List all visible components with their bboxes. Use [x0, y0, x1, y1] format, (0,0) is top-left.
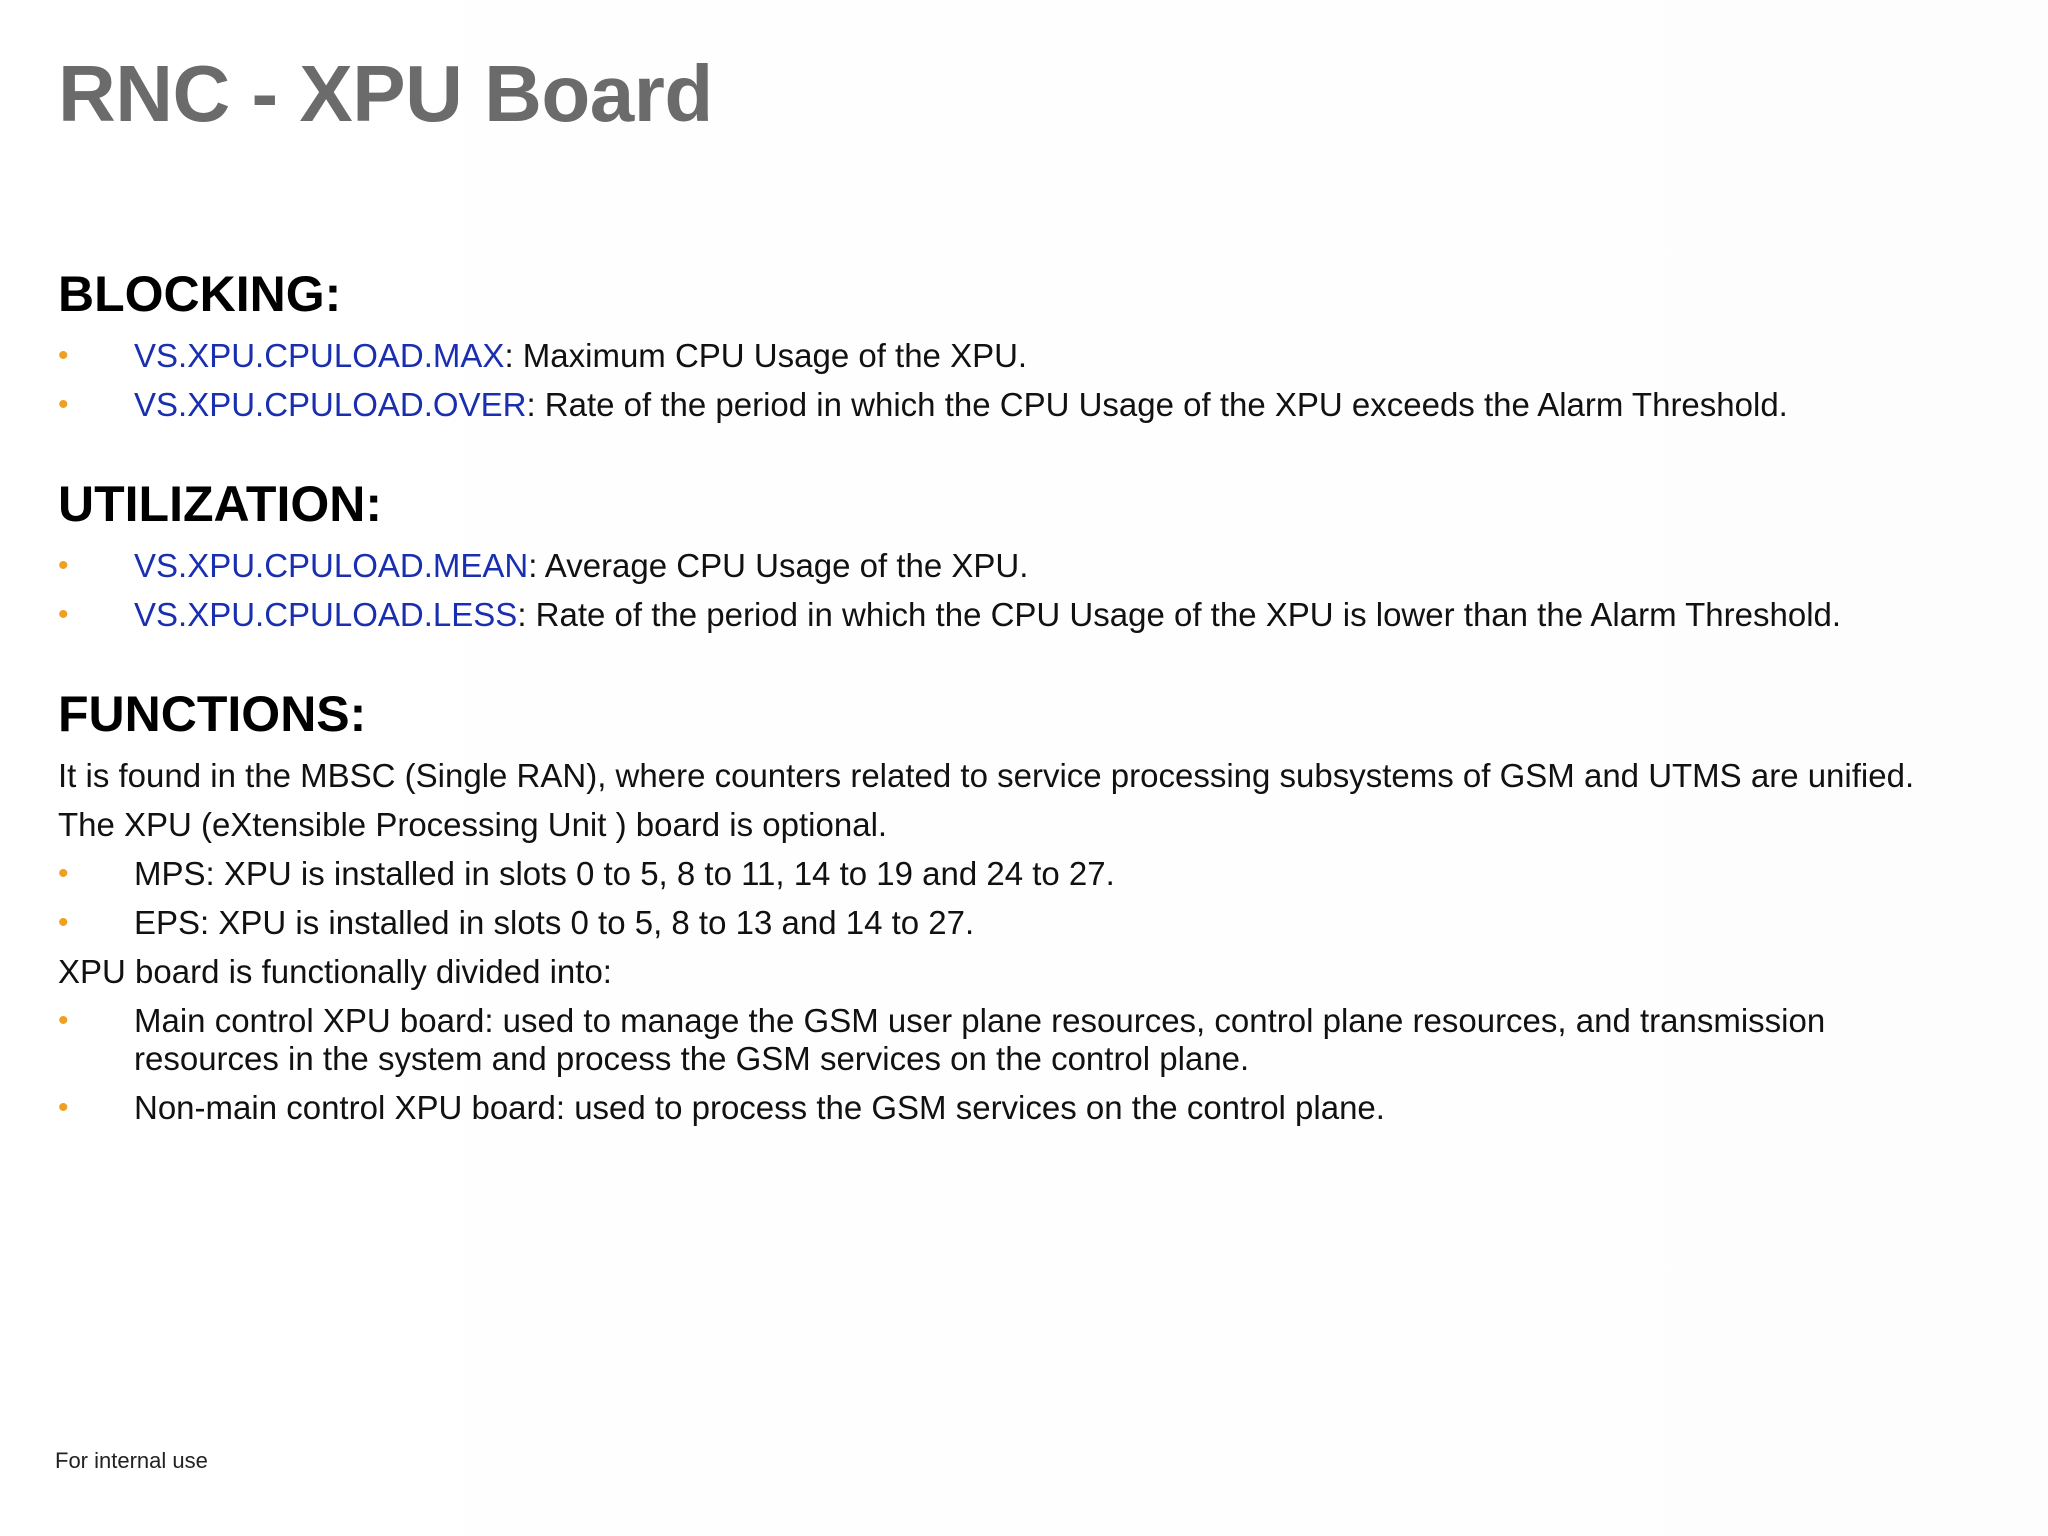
list-item — [58, 855, 2018, 893]
bullet-icon: • — [58, 1091, 69, 1124]
list-item — [58, 547, 2018, 585]
counter-description: : Rate of the period in which the CPU Usage of the XPU exceeds the Alarm Threshold. — [526, 386, 1788, 423]
slot-text: MPS: XPU is installed in slots 0 to 5, 8 to 11, 14 to 19 and 24 to 27. — [134, 855, 1115, 892]
functions-paragraph: The XPU (eXtensible Processing Unit ) board is optional. — [58, 806, 888, 843]
slots-list — [58, 855, 2018, 942]
bullet-icon: • — [58, 1004, 69, 1037]
counter-description: : Average CPU Usage of the XPU. — [528, 547, 1029, 584]
counter-name: VS.XPU.CPULOAD.OVER — [134, 386, 527, 423]
blocking-list — [58, 337, 2018, 424]
functions-paragraph: It is found in the MBSC (Single RAN), where counters related to service processing subsystems of GSM and UTMS are unified. — [58, 757, 1915, 794]
bullet-icon: • — [58, 598, 69, 631]
functions-heading: FUNCTIONS: — [58, 686, 367, 742]
division-text: Main control XPU board: used to manage the GSM user plane resources, control plane resources, and transmission resources in the system and process the GSM services on the control plane. — [134, 1002, 1826, 1077]
blocking-heading: BLOCKING: — [58, 266, 342, 322]
counter-name: VS.XPU.CPULOAD.MEAN — [134, 547, 529, 584]
bullet-icon: • — [58, 906, 69, 939]
functions-paragraph: XPU board is functionally divided into: — [58, 953, 612, 990]
divisions-list — [58, 1002, 2018, 1127]
utilization-heading: UTILIZATION: — [58, 476, 382, 532]
bullet-icon: • — [58, 339, 69, 372]
bullet-icon: • — [58, 857, 69, 890]
slide-title: RNC - XPU Board — [58, 49, 713, 138]
division-text: Non-main control XPU board: used to process the GSM services on the control plane. — [134, 1089, 1385, 1126]
slide-content — [58, 262, 2018, 1127]
counter-description: : Rate of the period in which the CPU Usage of the XPU is lower than the Alarm Threshold. — [517, 596, 1842, 633]
bullet-icon: • — [58, 388, 69, 421]
utilization-list — [58, 547, 2018, 634]
counter-name: VS.XPU.CPULOAD.LESS — [134, 596, 518, 633]
list-item — [58, 904, 2018, 942]
counter-name: VS.XPU.CPULOAD.MAX — [134, 337, 505, 374]
counter-description: : Maximum CPU Usage of the XPU. — [504, 337, 1028, 374]
list-item — [58, 596, 2018, 634]
list-item — [58, 337, 2018, 375]
section-blocking — [58, 262, 2018, 424]
list-item — [58, 1089, 2018, 1127]
list-item — [58, 386, 2018, 424]
footer-label: For internal use — [55, 1448, 208, 1473]
bullet-icon: • — [58, 549, 69, 582]
slot-text: EPS: XPU is installed in slots 0 to 5, 8 to 13 and 14 to 27. — [134, 904, 975, 941]
list-item — [58, 1002, 2018, 1078]
section-functions — [58, 682, 2018, 1127]
section-utilization — [58, 472, 2018, 634]
